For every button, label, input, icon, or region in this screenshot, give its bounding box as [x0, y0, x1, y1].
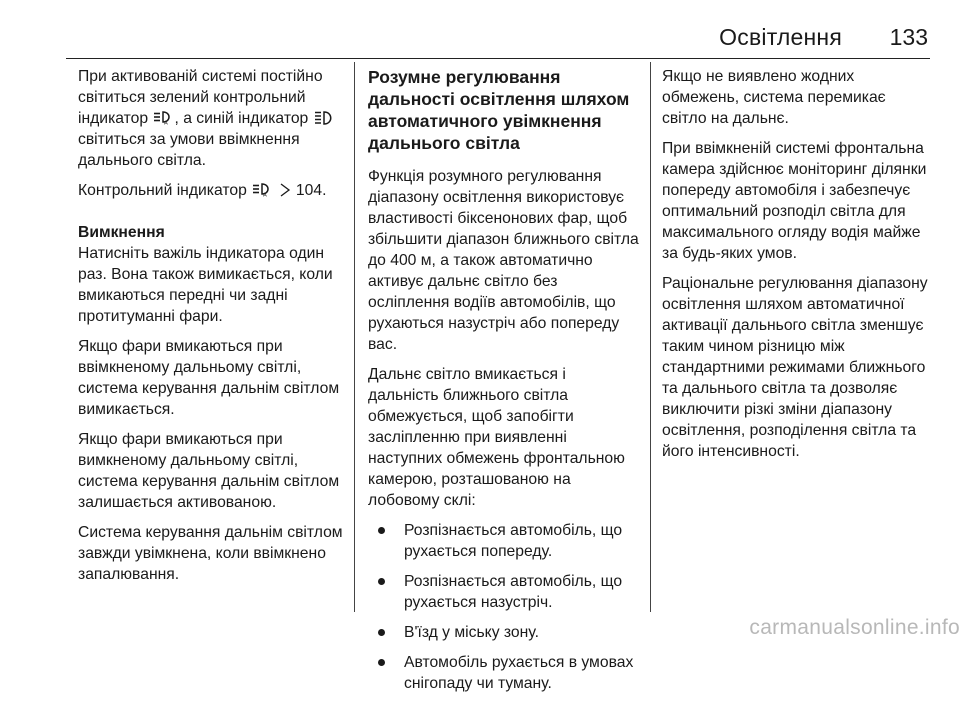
column-divider	[650, 62, 651, 612]
page-title: Освітлення	[719, 24, 842, 50]
paragraph: Дальнє світло вмикається і дальність ближнього світла обмежується, щоб запобігти засліпленню при виявленні наступних обмежень фронтальною камерою, розташованою на лобовому склі:	[368, 366, 625, 509]
bullet-icon	[378, 578, 385, 585]
svg-text:A: A	[263, 192, 267, 197]
page-reference-icon[interactable]	[279, 183, 291, 197]
bullet-icon	[378, 659, 385, 666]
svg-text:A: A	[164, 120, 169, 125]
column-left	[78, 66, 350, 594]
auto-high-beam-icon	[153, 111, 173, 125]
bullet-icon	[378, 527, 385, 534]
bullet-icon	[378, 629, 385, 636]
paragraph: Раціональне регулювання діапазону освітлення шляхом автоматичної активації дальнього світла зменшує таким чином різницю між стандартними режимами ближнього та дальнього світла та дозволяє виключити різкі зміни діапазону освітлення, розподілення світла та його інтенсивності.	[662, 275, 928, 460]
list-item: Розпізнається автомобіль, що рухається попереду.	[368, 520, 640, 562]
paragraph: Натисніть важіль індикатора один раз. Вона також вимикається, коли вмикаються передні чи задні протитуманні фари.	[78, 245, 333, 325]
watermark: carmanualsonline.info	[749, 616, 960, 639]
paragraph: При ввімкненій системі фронтальна камера здійснює моніторинг ділянки попереду автомобіля і забезпечує оптимальний розподіл світла для максимального огляду водія майже за будь-яких умов.	[662, 140, 927, 262]
page-number: 133	[889, 24, 928, 50]
section-heading: Розумне регулювання дальності освітлення шляхом автоматичного увімкнення дальнього світла	[368, 67, 630, 153]
paragraph: Якщо фари вмикаються при вимкненому дальньому світлі, система керування дальнім світлом залишається активованою.	[78, 431, 340, 511]
section-subheading: Вимкнення	[78, 224, 165, 241]
column-right	[662, 66, 934, 471]
conditions-list	[368, 520, 640, 694]
intro-paragraph: При активованій системі постійно світиться зелений контрольний індикатор A , а синій індикатор світиться за умови ввімкнення дальнього світла.	[78, 66, 350, 171]
paragraph: Функція розумного регулювання діапазону освітлення використовує властивості біксенонових фар, щоб збільшити діапазон ближнього світла до 400 м, а також автоматично активує дальнє світло без осліплення водіїв автомобілів, що рухаються назустріч або попереду вас.	[368, 168, 639, 353]
column-divider	[354, 62, 355, 612]
header-divider	[66, 58, 930, 59]
list-item: Автомобіль рухається в умовах снігопаду чи туману.	[368, 652, 640, 694]
indicator-reference: Контрольний індикатор A 104.	[78, 182, 327, 199]
column-middle	[368, 66, 640, 703]
high-beam-icon	[314, 111, 334, 125]
paragraph: Якщо фари вмикаються при ввімкненому дальньому світлі, система керування дальнім світлом вимикається.	[78, 338, 340, 418]
list-item: В'їзд у міську зону.	[368, 622, 640, 643]
auto-high-beam-icon	[252, 183, 272, 197]
list-item: Розпізнається автомобіль, що рухається назустріч.	[368, 571, 640, 613]
paragraph: Якщо не виявлено жодних обмежень, система перемикає світло на дальнє.	[662, 68, 886, 127]
paragraph: Система керування дальнім світлом завжди увімкнена, коли ввімкнено запалювання.	[78, 524, 343, 583]
page-header	[0, 0, 960, 58]
